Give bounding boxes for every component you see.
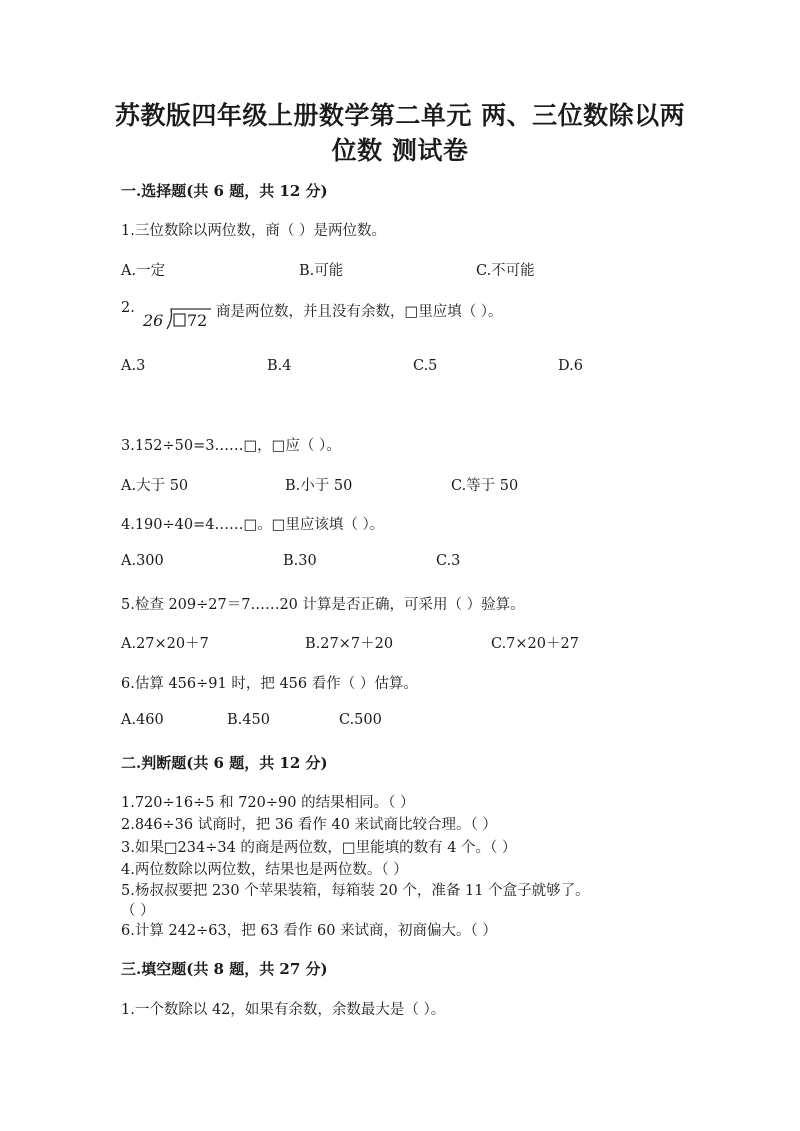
- s2-item-3: 3.如果□234÷34 的商是两位数，□里能填的数有 4 个。（ ）: [121, 840, 517, 856]
- s1-q5-text: 5.检查 209÷27＝7……20 计算是否正确，可采用（ ）验算。: [121, 597, 525, 613]
- s1-q1-option-b: B.可能: [299, 263, 344, 279]
- s1-q2-option-c: C.5: [413, 358, 438, 374]
- s2-item-6: 6.计算 242÷63，把 63 看作 60 来试商，初商偏大。（ ）: [121, 923, 497, 939]
- section2-heading: 二.判断题(共 6 题，共 12 分): [121, 754, 328, 772]
- s1-q6-option-a: A.460: [121, 712, 164, 728]
- section1-heading: 一.选择题(共 6 题，共 12 分): [121, 182, 328, 200]
- page-title-line2: 位数 测试卷: [331, 136, 469, 165]
- s1-q3-option-a: A.大于 50: [121, 478, 189, 494]
- s1-q4-option-b: B.30: [283, 553, 317, 569]
- s1-q2-option-a: A.3: [121, 358, 146, 374]
- s1-q2-option-d: D.6: [558, 358, 583, 374]
- s1-q2-number: 2.: [121, 300, 135, 316]
- s1-q5-option-b: B.27×7＋20: [305, 636, 394, 652]
- s2-item-4: 4.两位数除以两位数，结果也是两位数。（ ）: [121, 862, 408, 878]
- s1-q4-option-c: C.3: [436, 553, 461, 569]
- s1-q2-option-b: B.4: [267, 358, 292, 374]
- dividend-digits: 72: [187, 311, 208, 330]
- s1-q6-option-b: B.450: [227, 712, 270, 728]
- page-title-line1: 苏教版四年级上册数学第二单元 两、三位数除以两: [114, 101, 686, 130]
- s3-q1-text: 1.一个数除以 42，如果有余数，余数最大是（ ）。: [121, 1002, 446, 1018]
- s1-q6-option-c: C.500: [339, 712, 382, 728]
- divisor-value: 26: [143, 311, 164, 330]
- section3-heading: 三.填空题(共 8 题，共 27 分): [121, 960, 328, 978]
- s1-q6-text: 6.估算 456÷91 时，把 456 看作（ ）估算。: [121, 676, 418, 692]
- long-division-figure: [143, 305, 213, 331]
- s1-q5-option-c: C.7×20＋27: [491, 636, 579, 652]
- s1-q2-text: 商是两位数，并且没有余数，□里应填（ ）。: [216, 304, 503, 320]
- s2-item-2: 2.846÷36 试商时，把 36 看作 40 来试商比较合理。（ ）: [121, 817, 497, 833]
- s2-item-5-answer: （ ）: [121, 903, 155, 919]
- s2-item-5: 5.杨叔叔要把 230 个苹果装箱，每箱装 20 个，准备 11 个盒子就够了。: [121, 883, 590, 899]
- s1-q5-option-a: A.27×20＋7: [121, 636, 209, 652]
- s1-q3-option-b: B.小于 50: [285, 478, 353, 494]
- s1-q1-option-a: A.一定: [121, 263, 166, 279]
- s1-q3-text: 3.152÷50=3……□，□应（ ）。: [121, 438, 341, 454]
- s1-q1-text: 1.三位数除以两位数，商（ ）是两位数。: [121, 223, 386, 239]
- s1-q1-option-c: C.不可能: [476, 263, 535, 279]
- s1-q3-option-c: C.等于 50: [451, 478, 519, 494]
- s1-q4-text: 4.190÷40=4……□。□里应该填（ ）。: [121, 517, 385, 533]
- s1-q4-option-a: A.300: [121, 553, 164, 569]
- s2-item-1: 1.720÷16÷5 和 720÷90 的结果相同。（ ）: [121, 795, 415, 811]
